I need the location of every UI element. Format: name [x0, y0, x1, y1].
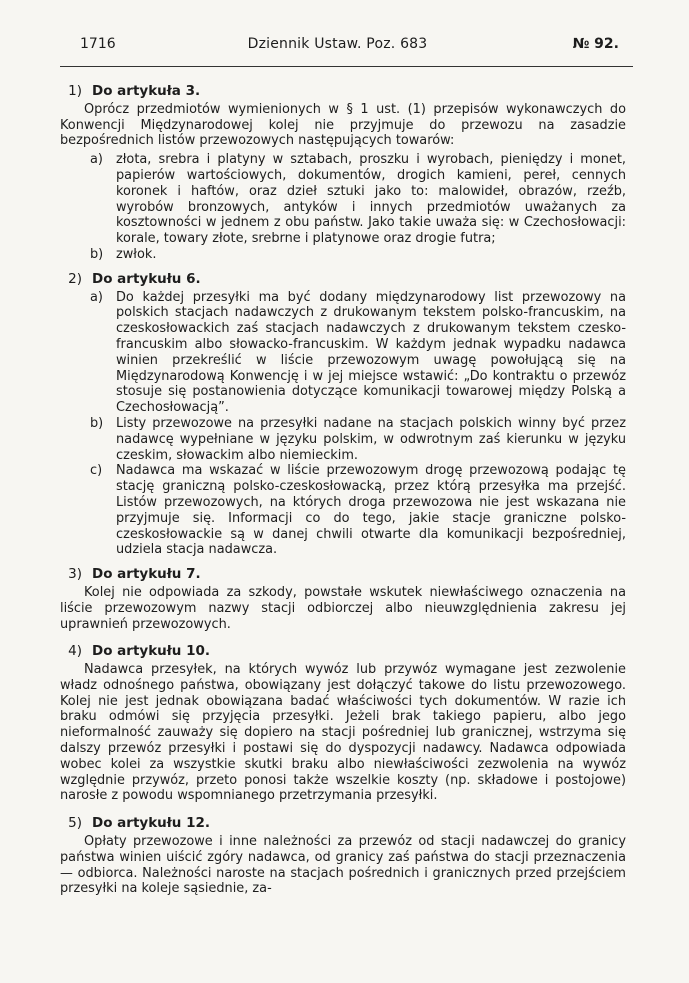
section-title: Do artykułu 12. [92, 815, 211, 832]
issue-number: № 92. [572, 36, 619, 52]
list-item [90, 247, 626, 263]
list-item-label: b) [90, 246, 104, 262]
list-item-label: c) [90, 463, 103, 479]
running-header [56, 36, 619, 58]
section-paragraph: Oprócz przedmiotów wymienionych w § 1 ust. (1) przepisów wykonawczych do Konwencji Międzynarodowej kolej nie przyjmuje do przewozu na zasadzie bezpośrednich listów przewozowych następujących towarów: [60, 101, 626, 149]
section-heading [60, 644, 626, 660]
list-item [90, 290, 626, 416]
list-item [90, 416, 626, 463]
section-number: 1) [68, 83, 82, 99]
section-paragraph: Nadawca przesyłek, na których wywóz lub przywóz wymagane jest zezwolenie władz odnośnego państwa, obowiązany jest dołączyć takowe do listu przewozowego. Kolej nie jest jednak obowiązana badać właściwości tych dokumentów. W razie ich braku odmówi się przyjęcia przesyłki. Jeżeli brak takiego papieru, albo jego nieformalność zauważy się dopiero na stacji pośredniej lub granicznej, wstrzyma się dalszy przewóz przesyłki i postawi się do dyspozycji nadawcy. Nadawca odpowiada wobec kolei za wszystkie skutki braku albo niewłaściwości zezwolenia na wywóz względnie przywóz, przeto ponosi także wszelkie koszty (np. składowe i postojowe) narosłe z powodu wspomnianego przetrzymania przesyłki. [60, 662, 626, 804]
list-item-text: Listy przewozowe na przesyłki nadane na stacjach polskich winny być przez nadawcę wypełniane w języku polskim, w odwrotnym zaś kierunku w języku czeskim, słowackim albo niemieckim. [116, 415, 626, 463]
header-rule [60, 66, 633, 67]
page-number: 1716 [80, 36, 116, 52]
list-item [90, 463, 626, 558]
section-paragraph: Kolej nie odpowiada za szkody, powstałe wskutek niewłaściwego oznaczenia na liście przewozowym nazwy stacji odbiorczej albo nieuwzględnienia zakresu jej uprawnień przewozowych. [60, 584, 626, 632]
section-heading [60, 567, 626, 583]
section-heading [60, 272, 626, 288]
list-item-label: b) [90, 415, 104, 431]
section-title: Do artykułu 10. [92, 643, 211, 660]
section-number: 4) [68, 643, 82, 660]
section-number: 5) [68, 815, 82, 832]
section-number: 2) [68, 270, 82, 287]
list-item-label: a) [90, 152, 103, 168]
document-body [60, 80, 626, 900]
section-heading [60, 816, 626, 832]
list-item-text: zwłok. [116, 246, 157, 262]
list-item [90, 152, 626, 247]
list-item-text: złota, srebra i platyny w sztabach, proszku i wyrobach, pieniędzy i monet, papierów wartościowych, dokumentów, drogich kamieni, pereł, cennych koronek i haftów, oraz dzieł sztuki jako to: malowideł, obrazów, rzeźb, wyrobów bronzowych, antyków i innych przedmiotów uważanych za kosztowności w jednem z obu państw. Jako takie uważa się: w Czechosłowacji: korale, towary złote, srebrne i platynowe oraz drogie futra; [116, 152, 626, 247]
section-number: 3) [68, 566, 82, 583]
section-title: Do artykuła 3. [92, 83, 201, 99]
list-item-text: Nadawca ma wskazać w liście przewozowym drogę przewozową podając tę stację graniczną polsko-czeskosłowacką, przez którą przesyłka ma przejść. Listów przewozowych, na których droga przewozowa nie jest wskazana nie przyjmuje się. Informacji co do tego, jakie stacje graniczne polsko-czeskosłowackie są w danej chwili otwarte dla komunikacji bezpośredniej, udziela stacja nadawcza. [116, 463, 626, 558]
section-heading [60, 84, 626, 100]
list-item-label: a) [90, 289, 103, 305]
journal-title: Dziennik Ustaw. Poz. 683 [247, 36, 428, 52]
section-title: Do artykułu 7. [92, 566, 201, 583]
section-paragraph: Opłaty przewozowe i inne należności za przewóz od stacji nadawczej do granicy państwa winien uiścić zgóry nadawca, od granicy zaś państwa do stacji przeznaczenia — odbiorca. Należności naroste na stacjach pośrednich i granicznych przed przejściem przesyłki na koleje sąsiednie, za- [60, 834, 626, 897]
section-title: Do artykułu 6. [92, 270, 201, 287]
list-item-text: Do każdej przesyłki ma być dodany międzynarodowy list przewozowy na polskich stacjach nadawczych z drukowanym tekstem polsko-francuskim, na czeskosłowackich zaś stacjach nadawczych z drukowanym tekstem czesko-francuskim albo słowacko-francuskim. W każdym jednak wypadku nadawca winien przekreślić w liście przewozowym uwagę powołującą się na Międzynarodową Konwencję i w jej miejsce wstawić: „Do kontraktu o przewóz stosuje się postanowienia dotyczące komunikacji towarowej między Polską a Czechosłowacją”. [116, 289, 626, 416]
